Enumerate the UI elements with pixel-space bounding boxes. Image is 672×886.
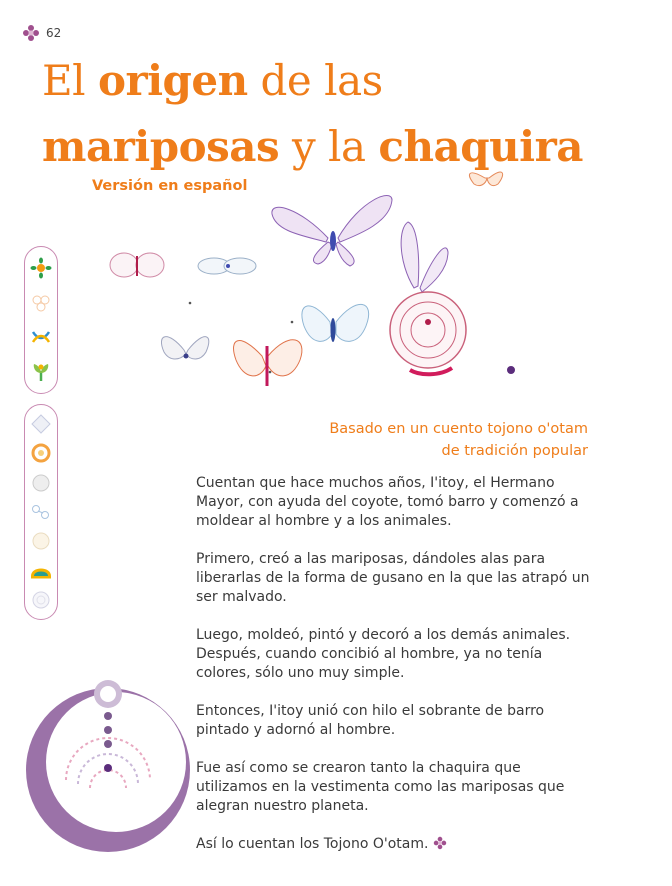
gray-butterfly — [161, 337, 208, 359]
closing-text: Así lo cuentan los Tojono O'otam. — [196, 836, 429, 852]
title-text: y la — [279, 122, 379, 171]
title-bold-text: origen — [97, 56, 248, 105]
swirl-butterfly — [390, 222, 515, 374]
lightblue-butterfly — [302, 304, 369, 342]
purple-butterfly-large — [272, 196, 392, 266]
page-title — [42, 48, 583, 180]
beads-cluster-icon — [30, 292, 52, 314]
title-bold-text: mariposas — [42, 122, 280, 171]
story-paragraph: Luego, moldeó, pintó y decoró a los demás animales. Después, cuando concibió al hombre, ya no tenía colores, sólo uno muy simple. — [196, 627, 571, 681]
story-paragraph: Entonces, I'itoy unió con hilo el sobrante de barro pintado y adornó al hombre. — [196, 703, 545, 738]
pale-bead-icon — [30, 413, 52, 435]
title-text: de las — [247, 56, 383, 105]
side-icon-panel-top — [24, 246, 58, 394]
attribution-line: Basado en un cuento tojono o'otam — [329, 421, 588, 437]
blue-knot-icon — [30, 326, 52, 348]
chaquira-medallion — [26, 680, 190, 852]
story-paragraph: Primero, creó a las mariposas, dándoles alas para liberarlas de la forma de gusano en la que las atrapó un ser malvado. — [196, 551, 590, 605]
attribution-line: de tradición popular — [441, 443, 588, 459]
cream-bead-icon — [30, 530, 52, 552]
blue-small-butterfly — [198, 258, 256, 274]
page-number-block — [22, 24, 61, 42]
story-attribution — [329, 418, 588, 462]
story-paragraph: Fue así como se crearon tanto la chaquira que utilizamos en la vestimenta como las mariposas que alegran nuestro planeta. — [196, 760, 565, 814]
flower-ornament-icon — [22, 24, 40, 42]
bead-chain-icon — [30, 501, 52, 523]
orange-ring-icon — [30, 442, 52, 464]
side-icon-panel-bottom — [24, 404, 58, 620]
page-number: 62 — [46, 26, 62, 40]
story-paragraph-closing — [196, 835, 596, 854]
story-paragraph: Cuentan que hace muchos años, I'itoy, el Hermano Mayor, con ayuda del coyote, tomó barro y comenzó a moldear al hombre y a los animales. — [196, 475, 579, 529]
subtitle: Versión en español — [92, 178, 248, 194]
pink-ring-butterfly — [110, 253, 164, 277]
turtle-shell-icon — [28, 560, 54, 582]
title-bold-text: chaquira — [378, 122, 583, 171]
seeds-circle-icon — [30, 257, 52, 279]
green-plant-icon — [30, 361, 52, 383]
gray-bead-icon — [30, 472, 52, 494]
coral-butterfly — [234, 340, 302, 386]
story-text — [196, 474, 596, 854]
pale-circle-icon — [30, 589, 52, 611]
title-text: El — [42, 56, 98, 105]
flower-ornament-icon — [433, 836, 447, 850]
